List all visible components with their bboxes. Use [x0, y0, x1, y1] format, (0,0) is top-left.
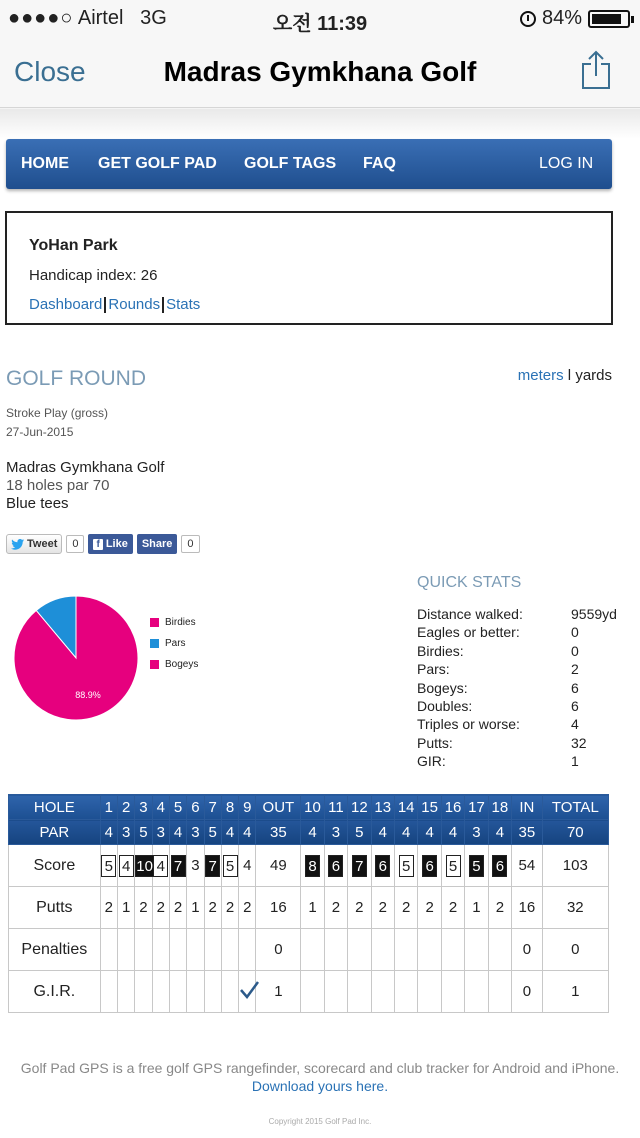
status-bar	[0, 0, 640, 36]
gir-value	[117, 971, 134, 1013]
penalties-value	[324, 929, 347, 971]
score-value: 7	[171, 855, 186, 877]
course-name: Madras Gymkhana Golf	[6, 459, 165, 476]
putts-value: 2	[418, 887, 441, 929]
score-cell	[418, 845, 441, 887]
putts-value: 2	[135, 887, 152, 929]
quick-stat-label: Bogeys:	[417, 679, 468, 696]
units-switch	[518, 367, 612, 384]
score-cell	[152, 845, 169, 887]
putts-value: 2	[371, 887, 394, 929]
score-value: 7	[205, 855, 220, 877]
battery-icon	[588, 10, 630, 28]
penalties-out: 0	[256, 929, 301, 971]
quick-stat-label: Pars:	[417, 661, 450, 678]
hole-number: 13	[371, 795, 394, 820]
par-value: 3	[152, 820, 169, 845]
putts-label: Putts	[9, 887, 101, 929]
quick-stat-label: Eagles or better:	[417, 624, 520, 641]
putts-value: 2	[152, 887, 169, 929]
hole-number: 2	[117, 795, 134, 820]
gir-value	[135, 971, 152, 1013]
putts-in: 16	[512, 887, 543, 929]
quick-stat-label: Distance walked:	[417, 606, 523, 622]
gir-value	[204, 971, 221, 1013]
par-out: 35	[256, 820, 301, 845]
penalties-value	[465, 929, 488, 971]
hole-row	[9, 795, 609, 820]
close-button[interactable]: Close	[14, 56, 86, 87]
meters-link[interactable]: meters	[517, 367, 564, 384]
quick-stat-row	[417, 660, 617, 678]
alarm-icon	[520, 11, 536, 27]
course-tees: Blue tees	[6, 495, 69, 512]
tweet-button[interactable]	[6, 534, 62, 554]
score-cell	[465, 845, 488, 887]
footer-text	[0, 1059, 640, 1095]
penalties-value	[394, 929, 417, 971]
score-cell	[135, 845, 152, 887]
menu-login[interactable]: LOG IN	[539, 155, 594, 172]
par-value: 4	[418, 820, 441, 845]
hole-number: 8	[221, 795, 238, 820]
menu-golf-tags[interactable]: GOLF TAGS	[244, 155, 337, 172]
hole-number: 5	[169, 795, 186, 820]
battery-fill	[592, 14, 621, 24]
par-value: 4	[239, 820, 256, 845]
putts-out: 16	[256, 887, 301, 929]
score-cell: 3	[187, 845, 204, 887]
penalties-value	[135, 929, 152, 971]
par-value: 4	[441, 820, 464, 845]
footer-description: Golf Pad GPS is a free golf GPS rangefinder, scorecard and club tracker for Android and iPhone.	[20, 1060, 620, 1076]
score-value: 8	[305, 855, 320, 877]
checkmark-icon	[239, 981, 259, 999]
penalties-value	[152, 929, 169, 971]
penalties-value	[301, 929, 324, 971]
link-separator	[162, 297, 164, 313]
signal-icon: ●●●●○	[8, 7, 74, 29]
gir-total: 1	[542, 971, 608, 1013]
battery-percent: 84%	[541, 7, 582, 29]
hole-number: 11	[324, 795, 347, 820]
penalties-value	[187, 929, 204, 971]
social-buttons	[6, 533, 200, 555]
gir-value	[418, 971, 441, 1013]
legend-label: Bogeys	[165, 659, 199, 670]
hole-number: 9	[239, 795, 256, 820]
pie-legend	[150, 617, 198, 680]
par-value: 5	[348, 820, 371, 845]
penalties-value	[488, 929, 511, 971]
score-cell	[441, 845, 464, 887]
score-cell	[221, 845, 238, 887]
score-cell	[488, 845, 511, 887]
score-cell	[204, 845, 221, 887]
quick-stats-list	[417, 605, 617, 771]
score-cell	[348, 845, 371, 887]
legend-swatch	[150, 660, 159, 669]
quick-stat-label: Birdies:	[417, 642, 464, 659]
course-info	[6, 459, 164, 513]
putts-value: 2	[488, 887, 511, 929]
hole-number: 3	[135, 795, 152, 820]
clock: 오전 11:39	[272, 13, 368, 35]
putts-value: 2	[324, 887, 347, 929]
gir-out: 1	[256, 971, 301, 1013]
score-distribution-pie-chart	[12, 594, 140, 722]
score-out: 49	[256, 845, 301, 887]
web-content	[0, 109, 640, 1138]
score-value: 7	[352, 855, 367, 877]
link-stats[interactable]: Stats	[166, 296, 201, 313]
quick-stat-label: GIR:	[417, 753, 446, 770]
quick-stat-row	[417, 642, 617, 660]
score-value: 6	[328, 855, 343, 877]
quick-stat-value: 9559yd	[571, 606, 617, 622]
quick-stat-label: Triples or worse:	[417, 716, 520, 733]
score-cell	[169, 845, 186, 887]
yards-label: yards	[575, 367, 612, 384]
gir-value	[187, 971, 204, 1013]
hole-number: 15	[418, 795, 441, 820]
quick-stat-row	[417, 623, 617, 641]
navigation-bar	[0, 36, 640, 108]
quick-stat-value: 0	[571, 642, 579, 659]
twitter-bird-icon	[11, 539, 24, 550]
legend-swatch	[150, 618, 159, 627]
quick-stat-value: 6	[571, 679, 579, 696]
hole-number: 7	[204, 795, 221, 820]
hole-number: 1	[100, 795, 117, 820]
user-box	[5, 211, 613, 325]
gir-value	[169, 971, 186, 1013]
in-label: IN	[512, 795, 543, 820]
round-format: Stroke Play (gross)	[6, 406, 109, 420]
quick-stat-value: 0	[571, 624, 579, 641]
link-rounds[interactable]: Rounds	[108, 296, 161, 313]
page-title: Madras Gymkhana Golf	[163, 56, 477, 87]
facebook-like-button[interactable]	[88, 534, 132, 554]
score-cell	[324, 845, 347, 887]
gir-value	[100, 971, 117, 1013]
par-value: 5	[204, 820, 221, 845]
quick-stat-value: 32	[571, 734, 587, 751]
pie-data-label: 88.9%	[75, 690, 101, 700]
gir-value	[239, 971, 256, 1013]
quick-stat-value: 2	[571, 661, 579, 678]
hole-number: 12	[348, 795, 371, 820]
score-cell	[394, 845, 417, 887]
quick-stat-row	[417, 605, 617, 623]
out-label: OUT	[256, 795, 301, 820]
score-value: 4	[119, 855, 134, 877]
tweet-count: 0	[66, 535, 84, 553]
penalties-value	[221, 929, 238, 971]
score-value: 6	[422, 855, 437, 877]
par-value: 4	[301, 820, 324, 845]
quick-stat-row	[417, 697, 617, 715]
hole-number: 16	[441, 795, 464, 820]
share-icon[interactable]	[580, 50, 612, 90]
hole-number: 10	[301, 795, 324, 820]
putts-value: 2	[239, 887, 256, 929]
quick-stats-title: QUICK STATS	[417, 574, 522, 591]
hole-label: HOLE	[9, 795, 101, 820]
quick-stat-value: 4	[571, 716, 579, 733]
quick-stat-row	[417, 715, 617, 733]
user-links	[29, 296, 200, 313]
legend-label: Birdies	[165, 617, 196, 628]
legend-item-pars	[150, 638, 198, 649]
legend-item-bogeys	[150, 659, 198, 670]
score-row	[9, 845, 609, 887]
penalties-value	[441, 929, 464, 971]
score-value: 10	[135, 855, 154, 877]
score-cell	[371, 845, 394, 887]
menu-get-golf-pad[interactable]: GET GOLF PAD	[98, 155, 217, 172]
putts-value: 1	[187, 887, 204, 929]
legend-swatch	[150, 639, 159, 648]
gir-value	[301, 971, 324, 1013]
putts-value: 2	[221, 887, 238, 929]
par-value: 5	[135, 820, 152, 845]
penalties-value	[204, 929, 221, 971]
penalties-value	[418, 929, 441, 971]
score-cell	[301, 845, 324, 887]
hole-number: 18	[488, 795, 511, 820]
penalties-value	[371, 929, 394, 971]
score-value: 5	[101, 855, 116, 877]
user-name: YoHan Park	[29, 237, 118, 254]
units-separator: l	[563, 367, 576, 384]
penalties-value	[100, 929, 117, 971]
par-value: 3	[117, 820, 134, 845]
menu-home[interactable]: HOME	[21, 155, 69, 172]
penalties-label: Penalties	[9, 929, 101, 971]
penalties-value	[169, 929, 186, 971]
score-value: 5	[399, 855, 414, 877]
putts-value: 2	[204, 887, 221, 929]
putts-value: 1	[301, 887, 324, 929]
copyright: Copyright 2015 Golf Pad Inc.	[268, 1117, 372, 1126]
round-date: 27-Jun-2015	[6, 425, 74, 439]
quick-stat-label: Doubles:	[417, 698, 473, 715]
score-value: 5	[223, 855, 238, 877]
main-menu	[6, 139, 612, 189]
penalties-value	[348, 929, 371, 971]
download-link[interactable]: Download yours here.	[251, 1078, 389, 1094]
score-cell	[117, 845, 134, 887]
gir-value	[324, 971, 347, 1013]
total-label: TOTAL	[542, 795, 608, 820]
gir-row	[9, 971, 609, 1013]
tweet-label: Tweet	[27, 538, 58, 550]
legend-label: Pars	[165, 638, 186, 649]
gir-label: G.I.R.	[9, 971, 101, 1013]
par-value: 3	[187, 820, 204, 845]
putts-total: 32	[542, 887, 608, 929]
par-value: 4	[394, 820, 417, 845]
gir-value	[371, 971, 394, 1013]
putts-value: 2	[169, 887, 186, 929]
link-dashboard[interactable]: Dashboard	[29, 296, 103, 313]
carrier: Airtel	[77, 7, 124, 29]
gir-value	[465, 971, 488, 1013]
par-in: 35	[512, 820, 543, 845]
share-count: 0	[181, 535, 199, 553]
penalties-in: 0	[512, 929, 543, 971]
putts-value: 1	[465, 887, 488, 929]
scorecard-table	[8, 794, 609, 1013]
penalties-value	[239, 929, 256, 971]
par-value: 4	[100, 820, 117, 845]
gir-value	[221, 971, 238, 1013]
hole-number: 14	[394, 795, 417, 820]
link-separator	[104, 297, 106, 313]
par-value: 4	[169, 820, 186, 845]
hole-number: 6	[187, 795, 204, 820]
score-label: Score	[9, 845, 101, 887]
gir-in: 0	[512, 971, 543, 1013]
score-cell	[100, 845, 117, 887]
round-title: GOLF ROUND	[6, 367, 147, 390]
penalties-value	[117, 929, 134, 971]
quick-stat-row	[417, 752, 617, 770]
page-shadow	[0, 109, 640, 139]
putts-row	[9, 887, 609, 929]
quick-stat-value: 6	[571, 698, 579, 715]
pie-slice-bogeys	[14, 596, 138, 720]
score-value: 4	[153, 855, 168, 877]
score-value: 5	[469, 855, 484, 877]
par-row	[9, 820, 609, 845]
par-value: 3	[324, 820, 347, 845]
hole-number: 17	[465, 795, 488, 820]
quick-stat-label: Putts:	[417, 734, 453, 751]
par-value: 4	[221, 820, 238, 845]
hole-number: 4	[152, 795, 169, 820]
par-total: 70	[542, 820, 608, 845]
network-type: 3G	[140, 7, 167, 29]
gir-value	[488, 971, 511, 1013]
quick-stat-value: 1	[571, 753, 579, 770]
putts-value: 2	[441, 887, 464, 929]
gir-value	[441, 971, 464, 1013]
putts-value: 1	[117, 887, 134, 929]
score-cell: 4	[239, 845, 256, 887]
score-value: 6	[375, 855, 390, 877]
putts-value: 2	[348, 887, 371, 929]
gir-value	[348, 971, 371, 1013]
par-label: PAR	[9, 820, 101, 845]
quick-stat-row	[417, 734, 617, 752]
course-holes: 18 holes par 70	[6, 477, 110, 494]
par-value: 4	[488, 820, 511, 845]
gir-value	[152, 971, 169, 1013]
penalties-row	[9, 929, 609, 971]
score-total: 103	[542, 845, 608, 887]
legend-item-birdies	[150, 617, 198, 628]
par-value: 3	[465, 820, 488, 845]
putts-value: 2	[394, 887, 417, 929]
facebook-icon: f	[93, 539, 102, 550]
score-value: 5	[446, 855, 461, 877]
score-in: 54	[512, 845, 543, 887]
quick-stat-row	[417, 679, 617, 697]
penalties-total: 0	[542, 929, 608, 971]
handicap-index: Handicap index: 26	[29, 267, 158, 284]
facebook-share-button[interactable]: Share	[137, 534, 178, 554]
like-label: Like	[105, 538, 128, 550]
par-value: 4	[371, 820, 394, 845]
putts-value: 2	[100, 887, 117, 929]
gir-value	[394, 971, 417, 1013]
menu-faq[interactable]: FAQ	[363, 155, 396, 172]
score-value: 6	[492, 855, 507, 877]
